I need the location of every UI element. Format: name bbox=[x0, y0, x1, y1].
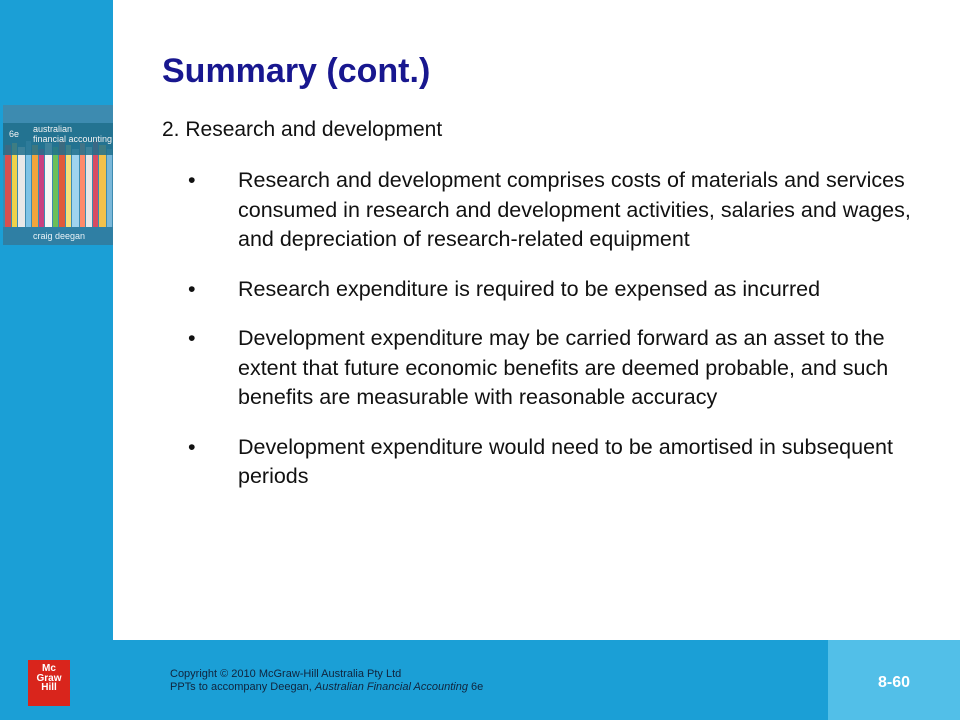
bullet-dot-icon: • bbox=[188, 326, 196, 350]
page-number: 8-60 bbox=[877, 674, 911, 691]
bullet-text: Development expenditure may be carried forward as an asset to the extent that future economic benefits are deemed probable, and such benefits are measurable with reasonable accuracy bbox=[238, 326, 889, 409]
bullet-dot-icon: • bbox=[188, 434, 196, 459]
cover-title-line2: financial accounting bbox=[33, 134, 113, 144]
bullet-item bbox=[180, 433, 930, 492]
bullet-dot-icon: • bbox=[188, 168, 196, 192]
bullet-item bbox=[180, 275, 930, 305]
cover-title-line1: australian bbox=[33, 124, 73, 134]
logo-line: Hill bbox=[41, 682, 57, 693]
copyright-notice bbox=[170, 668, 483, 693]
attribution-suffix: 6e bbox=[468, 680, 484, 693]
bullet-dot-icon: • bbox=[188, 276, 196, 301]
section-heading: 2. Research and development bbox=[162, 118, 443, 141]
slide-title: Summary (cont.) bbox=[162, 52, 431, 90]
footer-bar bbox=[0, 640, 960, 720]
bullet-text: Development expenditure would need to be amortised in subsequent periods bbox=[238, 434, 893, 488]
mcgraw-hill-logo bbox=[28, 660, 70, 706]
left-accent-bar bbox=[0, 0, 113, 640]
logo-line: Mc bbox=[42, 663, 56, 674]
logo-line: Graw bbox=[36, 672, 62, 684]
cover-author: craig deegan bbox=[3, 227, 113, 245]
cover-edition: 6e bbox=[9, 129, 20, 139]
bullet-item bbox=[180, 324, 930, 413]
page-number-panel bbox=[828, 640, 960, 720]
bullet-list bbox=[180, 166, 930, 512]
bullet-item bbox=[180, 166, 930, 255]
copyright-line: Copyright © 2010 McGraw-Hill Australia Pty Ltd bbox=[170, 668, 402, 680]
bullet-text: Research and development comprises costs of materials and services consumed in research and development activities, salaries and wages, and depreciation of research-related equipment bbox=[238, 168, 911, 251]
bullet-text: Research expenditure is required to be expensed as incurred bbox=[238, 276, 821, 301]
attribution-line bbox=[170, 681, 483, 694]
attribution-prefix: PPTs to accompany Deegan, bbox=[170, 680, 315, 693]
book-title: Australian Financial Accounting bbox=[314, 680, 468, 693]
book-cover-image bbox=[3, 105, 113, 245]
